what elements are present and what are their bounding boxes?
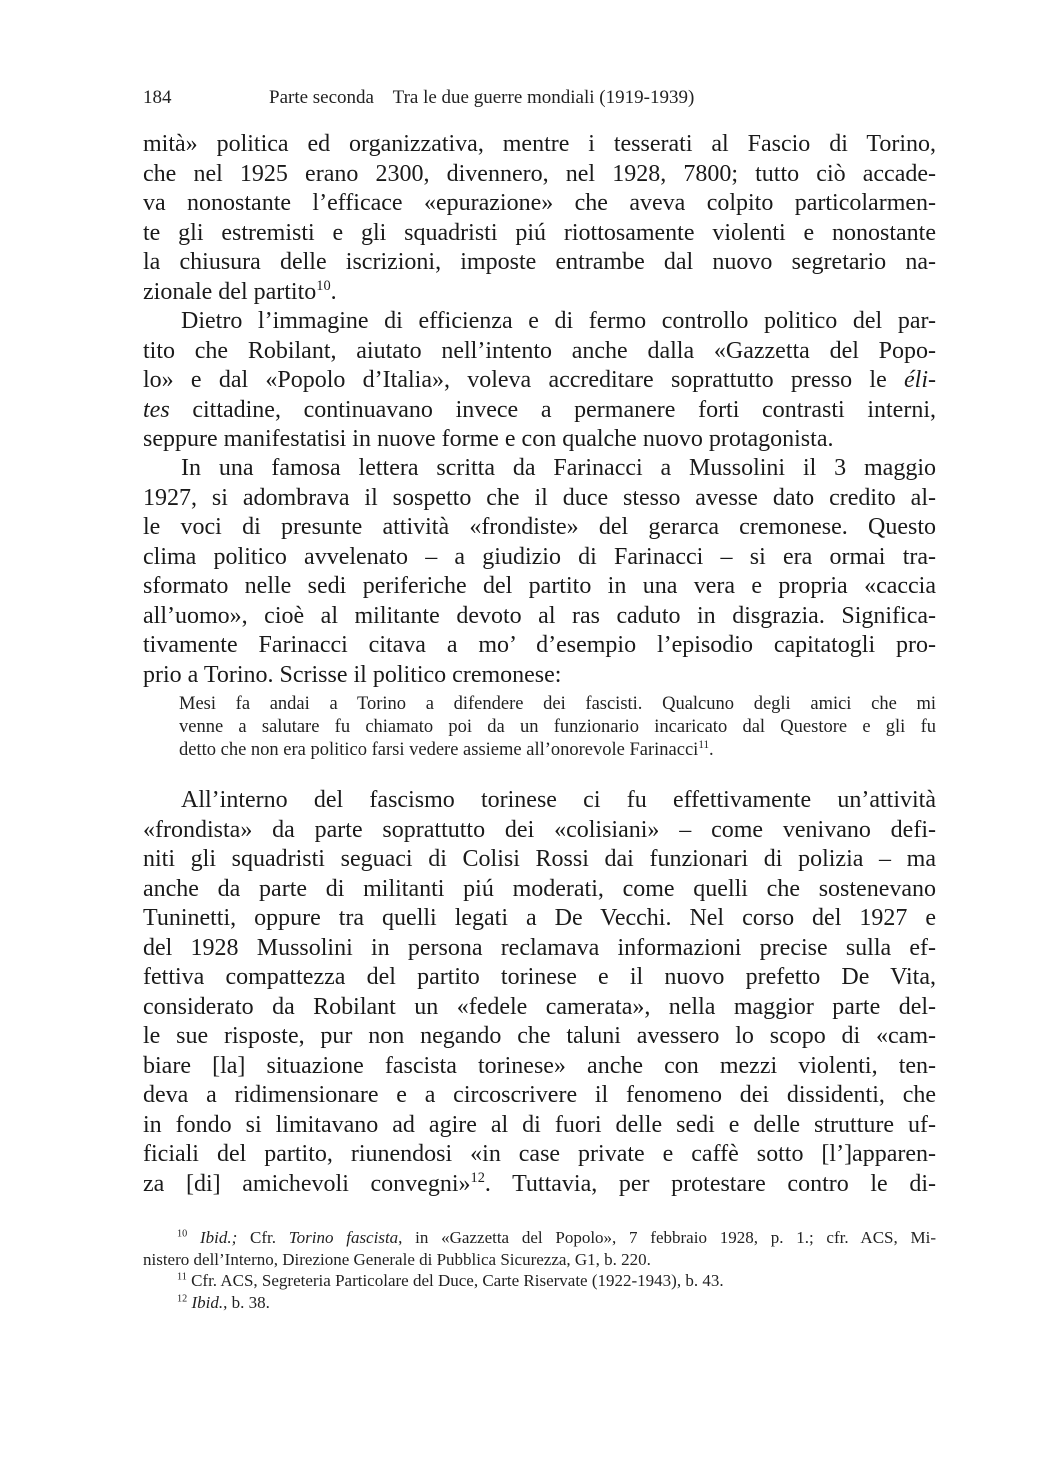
running-title: Parte seconda Tra le due guerre mondiali (1919-1939): [269, 87, 695, 108]
text-fragment: .: [330, 278, 337, 305]
ibid-ref: Ibid.;: [199, 1228, 238, 1247]
footnote-12: [143, 1292, 936, 1314]
text-fragment: . Tuttavia, per protestare contro le di-: [484, 1170, 937, 1197]
text-line: 1927, si adombrava il sospetto che il duce stesso avesse dato credito al-: [143, 484, 936, 511]
footnote-10-cont: nistero dell’Interno, Direzione Generale di Pubblica Sicurezza, G1, b. 220.: [143, 1249, 651, 1269]
footnote-ref[interactable]: 11: [698, 738, 710, 751]
footnote-10: [143, 1227, 936, 1249]
text-line: tes cittadine, continuavano invece a permanere forti contrasti interni,: [143, 396, 936, 423]
text-line: mità» politica ed organizzativa, mentre i tesserati al Fascio di Torino,: [143, 131, 936, 157]
text-line: in fondo si limitavano ad agire al di fuori delle sedi e delle strutture uf-: [143, 1111, 936, 1138]
running-head: [143, 86, 936, 110]
block-quote: [179, 693, 936, 762]
text-line: le voci di presunte attività «frondiste» del gerarca cremonese. Questo: [143, 514, 936, 540]
text-line: prio a Torino. Scrisse il politico cremonese:: [143, 661, 562, 688]
quote-line: [179, 739, 936, 762]
footnote-11: [143, 1270, 936, 1292]
text-line: va nonostante l’efficace «epurazione» che aveva colpito particolarmen-: [143, 190, 936, 216]
ibid-ref: Ibid.: [191, 1292, 224, 1312]
footnote-mark: 11: [177, 1271, 187, 1283]
footnote-mark: 10: [177, 1228, 188, 1240]
text-fragment: za [di] amichevoli convegni»: [143, 1170, 471, 1197]
text-line: del 1928 Mussolini in persona reclamava informazioni precise sulla ef-: [143, 934, 936, 961]
text-line: seppure manifestatisi in nuove forme e con qualche nuovo protagonista.: [143, 426, 834, 452]
text-fragment: zionale del partito: [143, 278, 317, 305]
paragraph-2: [143, 307, 936, 455]
text-line: In una famosa lettera scritta da Farinacci a Mussolini il 3 maggio: [181, 455, 936, 481]
text-line: ficiali del partito, riunendosi «in case private e caffè sotto [l’]apparen-: [143, 1141, 936, 1167]
paragraph-4: [143, 786, 936, 1199]
italic-term: tes: [143, 396, 170, 423]
text-fragment: detto che non era politico farsi vedere assieme all’onorevole Farinacci: [179, 740, 699, 760]
text-line: te gli estremisti e gli squadristi piú riottosamente violenti e nonostante: [143, 219, 936, 246]
text-line: tivamente Farinacci citava a mo’ d’esempio l’episodio capitatogli pro-: [143, 632, 936, 658]
text-line: [143, 278, 936, 308]
text-line: sformato nelle sedi periferiche del partito in una vera e propria «caccia: [143, 573, 936, 599]
text-line: anche da parte di militanti piú moderati, come quelli che sostenevano: [143, 875, 936, 902]
text-fragment: , in «Gazzetta del Popolo», 7 febbraio 1928, p. 1.; cfr. ACS, Mi-: [398, 1228, 936, 1247]
text-line: Tuninetti, oppure tra quelli legati a De Vecchi. Nel corso del 1927 e: [143, 905, 936, 931]
text-line: «frondista» da parte soprattutto dei «colisiani» – come venivano defi-: [143, 816, 936, 843]
text-fragment: Cfr. ACS, Segreteria Particolare del Duce, Carte Riservate (1922-1943), b. 43.: [191, 1271, 724, 1290]
text-line: All’interno del fascismo torinese ci fu effettivamente un’attività: [181, 787, 936, 813]
footnote-ref[interactable]: 12: [470, 1169, 485, 1186]
italic-term: éli-: [904, 367, 936, 393]
quote-line: venne a salutare fu chiamato poi da un funzionario incaricato dal Questore e gli fu: [179, 717, 936, 737]
italic-title: Torino fascista: [288, 1228, 399, 1247]
text-line: tito che Robilant, aiutato nell’intento anche dalla «Gazzetta del Popo-: [143, 337, 936, 364]
text-line: le sue risposte, pur non negando che taluni avessero lo scopo di «cam-: [143, 1023, 936, 1049]
paragraph-1: [143, 130, 936, 307]
text-line: che nel 1925 erano 2300, divennero, nel 1928, 7800; tutto ciò accade-: [143, 160, 936, 187]
text-line: [143, 1170, 936, 1200]
text-line: clima politico avvelenato – a giudizio di Farinacci – si era ormai tra-: [143, 543, 936, 570]
text-line: fettiva compattezza del partito torinese e il nuovo prefetto De Vita,: [143, 964, 936, 990]
text-fragment: , b. 38.: [223, 1292, 270, 1312]
text-line: la chiusura delle iscrizioni, imposte entrambe dal nuovo segretario na-: [143, 249, 936, 275]
text-fragment: .: [709, 740, 714, 760]
text-line: biare [la] situazione fascista torinese» anche con mezzi violenti, ten-: [143, 1052, 936, 1079]
footnotes: [143, 1227, 936, 1313]
footnote-ref[interactable]: 10: [316, 277, 331, 294]
text-line: niti gli squadristi seguaci di Colisi Rossi dai funzionari di polizia – ma: [143, 846, 936, 872]
quote-line: Mesi fa andai a Torino a difendere dei fascisti. Qualcuno degli amici che mi: [179, 694, 936, 714]
page-number: 184: [143, 87, 172, 108]
text-line: considerato da Robilant un «fedele camerata», nella maggior parte del-: [143, 993, 936, 1020]
footnote-mark: 12: [177, 1292, 188, 1304]
text-line: all’uomo», cioè al militante devoto al ras caduto in disgrazia. Significa-: [143, 602, 936, 629]
text-fragment: Cfr.: [237, 1228, 289, 1247]
paragraph-3: [143, 454, 936, 690]
text-line: deva a ridimensionare e a circoscrivere il fenomeno dei dissidenti, che: [143, 1082, 936, 1108]
text-line: lo» e dal «Popolo d’Italia», voleva accreditare soprattutto presso le éli-: [143, 367, 936, 393]
text-line: Dietro l’immagine di efficienza e di fermo controllo politico del par-: [181, 308, 936, 334]
